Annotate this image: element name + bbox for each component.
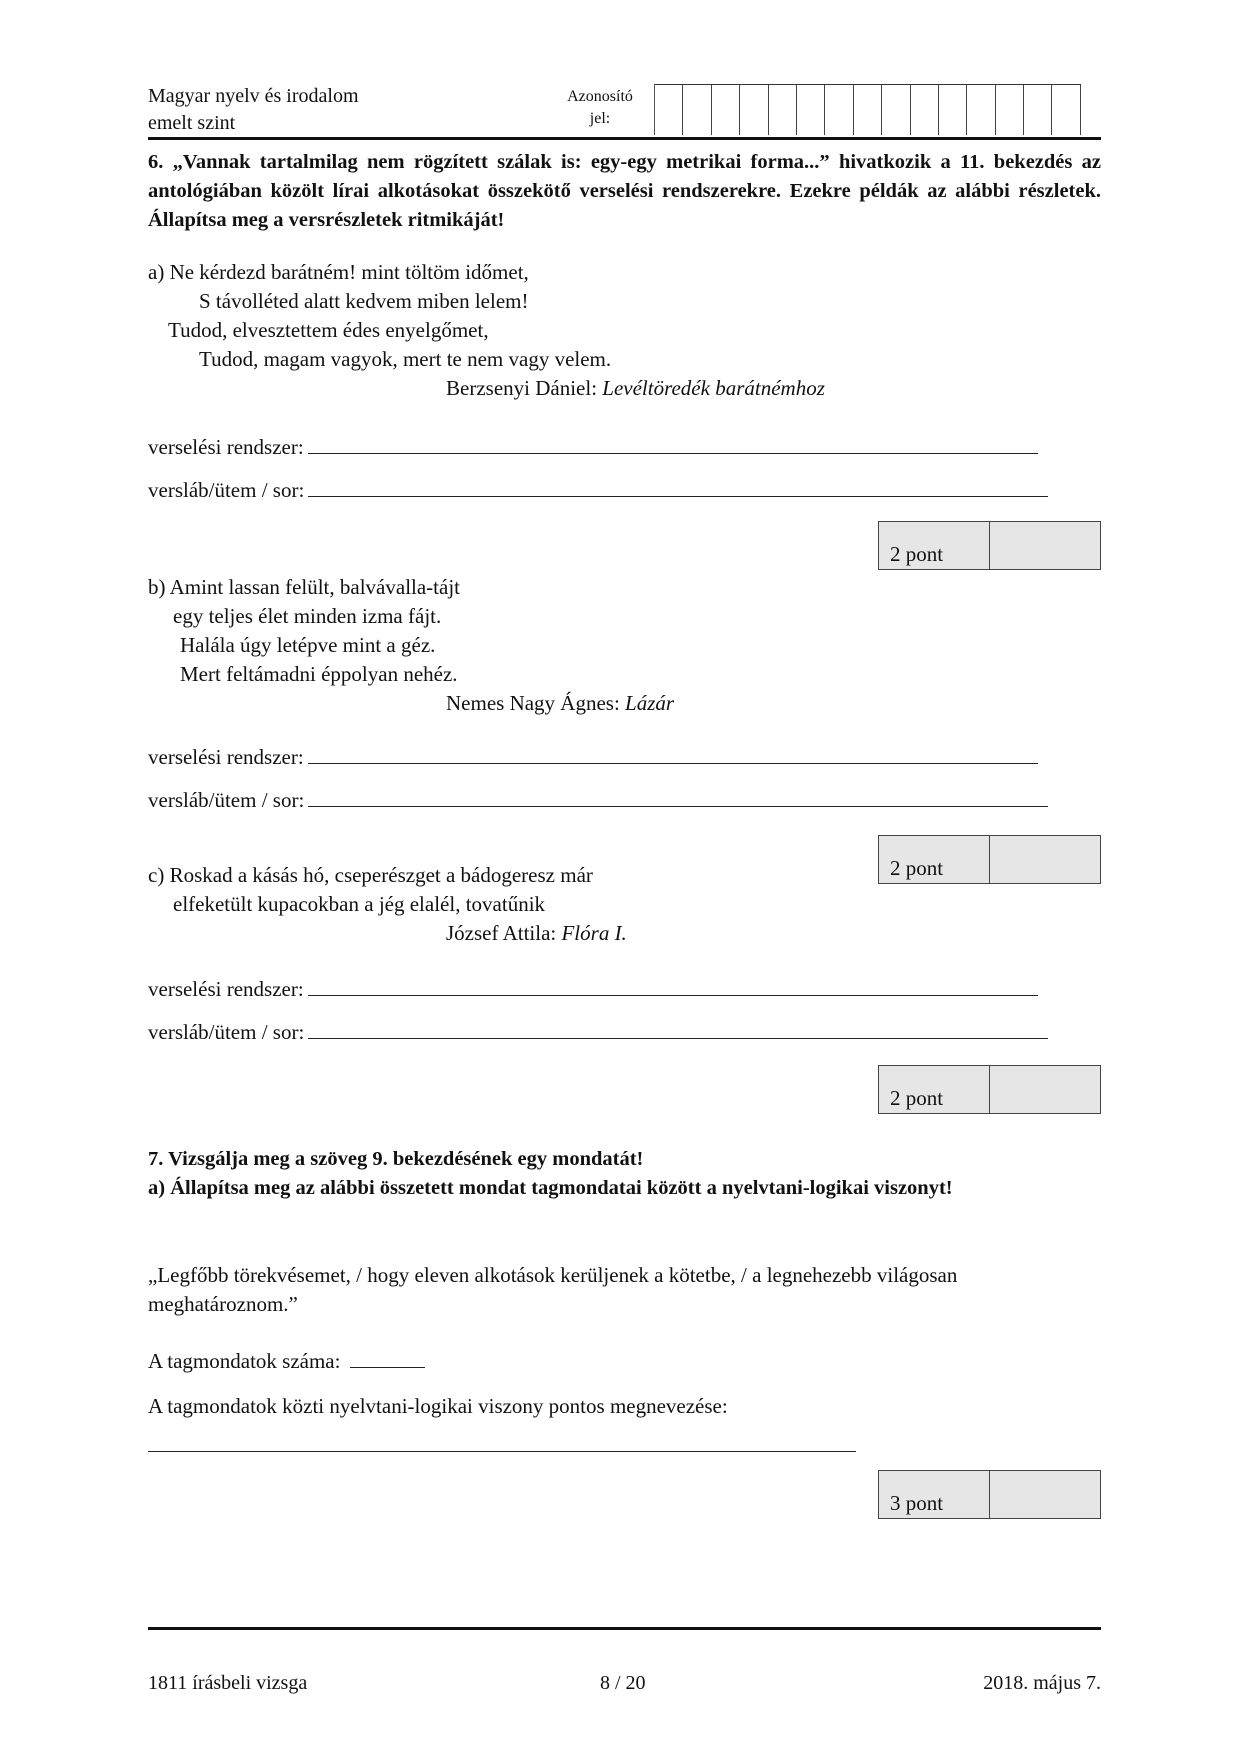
id-code-cell[interactable] xyxy=(655,85,683,135)
id-code-cell[interactable] xyxy=(854,85,882,135)
score-achieved-field[interactable] xyxy=(990,1066,1100,1113)
answer-blank[interactable] xyxy=(308,433,1038,454)
id-code-cell[interactable] xyxy=(683,85,711,135)
foot-per-line-field-a[interactable] xyxy=(148,476,1048,505)
verse-system-field-c[interactable] xyxy=(148,975,1038,1004)
score-box-b xyxy=(878,835,1101,884)
field-label: A tagmondatok száma: xyxy=(148,1349,341,1373)
score-max: 2 pont xyxy=(879,1066,990,1113)
question-6-prompt: 6. „Vannak tartalmilag nem rögzített szálak is: egy-egy metrikai forma...” hivatkozik a 11. bekezdés az antológiában közölt lírai alkotásokat összekötő verselési rendszerekre. Ezekre példák az alábbi részletek. Állapítsa meg a versrészletek ritmikáját! xyxy=(148,151,1101,231)
id-code-cell[interactable] xyxy=(825,85,853,135)
answer-blank[interactable] xyxy=(350,1347,425,1368)
poem-a-attribution xyxy=(446,374,825,403)
score-achieved-field[interactable] xyxy=(990,836,1100,883)
id-code-grid xyxy=(654,84,1081,135)
footer-exam-code: 1811 írásbeli vizsga xyxy=(148,1672,308,1694)
id-code-cell[interactable] xyxy=(911,85,939,135)
score-max: 3 pont xyxy=(879,1471,990,1518)
footer-page-number: 8 / 20 xyxy=(600,1672,646,1694)
poem-a-line: Tudod, magam vagyok, mert te nem vagy velem. xyxy=(199,347,612,371)
poem-a-line: S távolléted alatt kedvem miben lelem! xyxy=(199,289,529,313)
poem-c-line: elfeketült kupacokban a jég elalél, tovatűnik xyxy=(173,892,546,916)
id-code-cell[interactable] xyxy=(882,85,910,135)
id-code-cell[interactable] xyxy=(1024,85,1052,135)
answer-blank[interactable] xyxy=(308,975,1038,996)
score-box-q7 xyxy=(878,1470,1101,1519)
clause-count-field[interactable] xyxy=(148,1347,425,1376)
score-max: 2 pont xyxy=(879,522,990,569)
poem-a-line: Tudod, elvesztettem édes enyelgőmet, xyxy=(168,318,489,342)
id-code-cell[interactable] xyxy=(967,85,995,135)
footer-date: 2018. május 7. xyxy=(983,1672,1101,1694)
score-achieved-field[interactable] xyxy=(990,522,1100,569)
answer-blank[interactable] xyxy=(308,786,1048,807)
subject-title: Magyar nyelv és irodalom xyxy=(148,85,359,107)
field-label: verselési rendszer: xyxy=(148,745,304,769)
header-divider xyxy=(148,137,1101,140)
field-label: versláb/ütem / sor: xyxy=(148,1020,305,1044)
id-code-cell[interactable] xyxy=(740,85,768,135)
poem-author: József Attila: xyxy=(446,921,562,945)
foot-per-line-field-c[interactable] xyxy=(148,1018,1048,1047)
relation-label xyxy=(148,1392,728,1421)
poem-title: Flóra I. xyxy=(561,921,627,945)
id-code-cell[interactable] xyxy=(797,85,825,135)
question-7-quote: „Legfőbb törekvésemet, / hogy eleven alkotások kerüljenek a kötetbe, / a legnehezebb világosan meghatároznom.” xyxy=(148,1263,958,1316)
id-label-line1: Azonosító xyxy=(567,88,633,105)
verse-system-field-b[interactable] xyxy=(148,743,1038,772)
field-label: verselési rendszer: xyxy=(148,435,304,459)
field-label: A tagmondatok közti nyelvtani-logikai viszony pontos megnevezése: xyxy=(148,1394,728,1418)
poem-b-line: Mert feltámadni éppolyan nehéz. xyxy=(180,662,458,686)
id-code-cell[interactable] xyxy=(769,85,797,135)
score-box-a xyxy=(878,521,1101,570)
subject-level: emelt szint xyxy=(148,112,236,134)
score-achieved-field[interactable] xyxy=(990,1471,1100,1518)
id-code-cell[interactable] xyxy=(712,85,740,135)
answer-blank[interactable] xyxy=(308,476,1048,497)
question-7a-prompt: a) Állapítsa meg az alábbi összetett mondat tagmondatai között a nyelvtani-logikai viszonyt! xyxy=(148,1177,953,1199)
poem-author: Nemes Nagy Ágnes: xyxy=(446,691,626,715)
id-code-cell[interactable] xyxy=(939,85,967,135)
poem-b-line: egy teljes élet minden izma fájt. xyxy=(173,604,442,628)
poem-c-attribution xyxy=(446,919,627,948)
id-label-line2: jel: xyxy=(589,110,611,127)
answer-blank[interactable] xyxy=(308,1018,1048,1039)
poem-title: Lázár xyxy=(625,691,675,715)
question-7-title: 7. Vizsgálja meg a szöveg 9. bekezdésének egy mondatát! xyxy=(148,1148,644,1170)
field-label: versláb/ütem / sor: xyxy=(148,788,305,812)
poem-author: Berzsenyi Dániel: xyxy=(446,376,603,400)
poem-a-line: a) Ne kérdezd barátném! mint töltöm időmet, xyxy=(148,260,529,284)
field-label: verselési rendszer: xyxy=(148,977,304,1001)
foot-per-line-field-b[interactable] xyxy=(148,786,1048,815)
id-label xyxy=(555,86,645,130)
relation-answer-blank[interactable] xyxy=(148,1450,856,1452)
footer-divider xyxy=(148,1627,1101,1630)
poem-c-line: c) Roskad a kásás hó, cseperészget a bádogeresz már xyxy=(148,863,593,887)
poem-b-attribution xyxy=(446,689,674,718)
exam-subject xyxy=(148,83,359,137)
answer-blank[interactable] xyxy=(308,743,1038,764)
verse-system-field-a[interactable] xyxy=(148,433,1038,462)
score-box-c xyxy=(878,1065,1101,1114)
poem-title: Levéltöredék barátnémhoz xyxy=(602,376,825,400)
score-max: 2 pont xyxy=(879,836,990,883)
id-code-cell[interactable] xyxy=(996,85,1024,135)
id-code-cell[interactable] xyxy=(1052,85,1080,135)
poem-b-line: b) Amint lassan felült, balvávalla-tájt xyxy=(148,575,460,599)
poem-b-line: Halála úgy letépve mint a géz. xyxy=(180,633,436,657)
field-label: versláb/ütem / sor: xyxy=(148,478,305,502)
